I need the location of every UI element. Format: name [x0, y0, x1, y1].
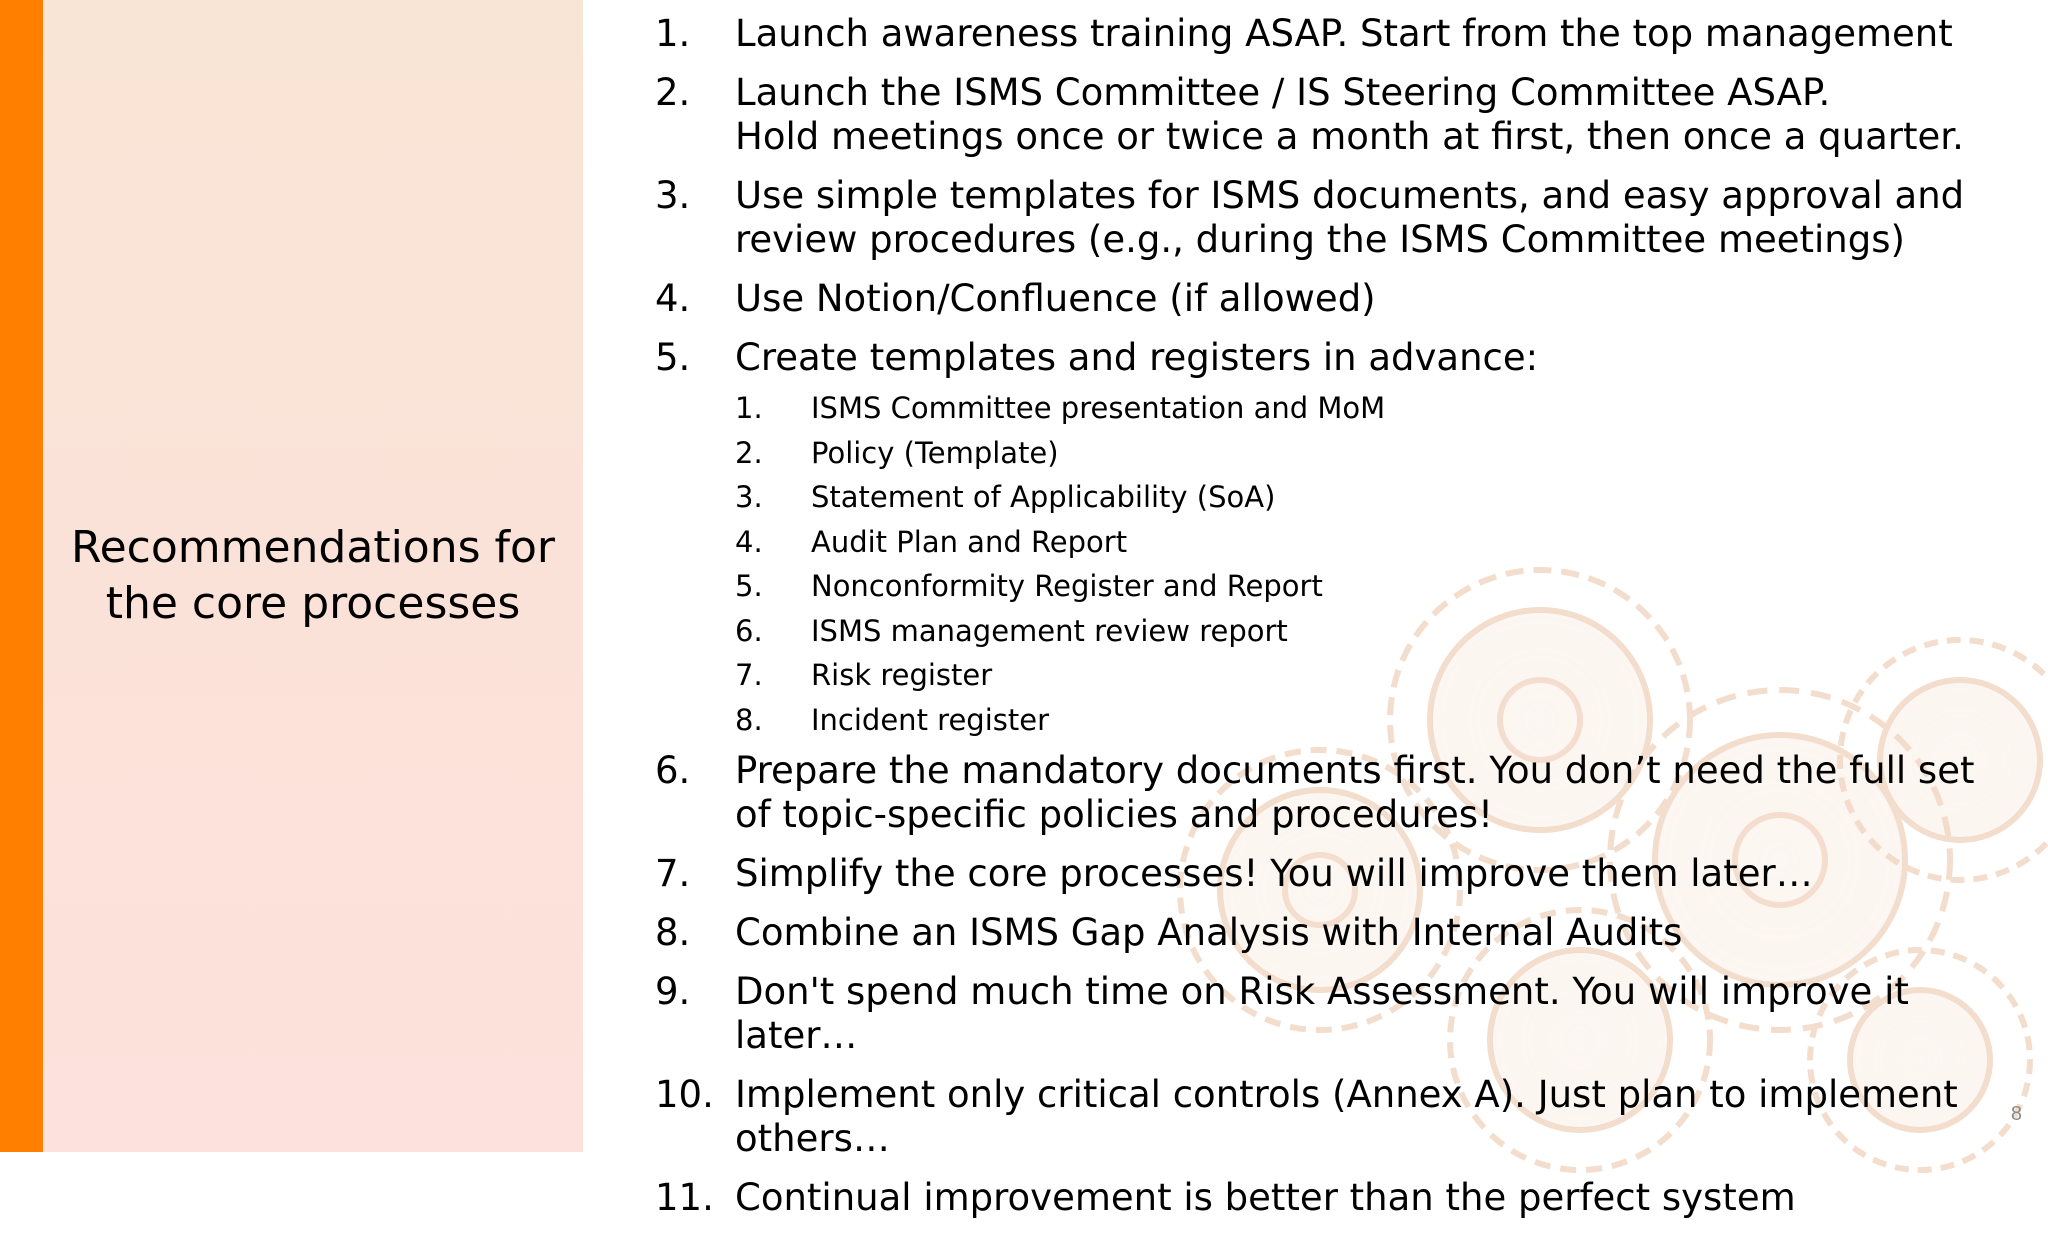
- sublist-item-text: Statement of Applicability (SoA): [811, 480, 1276, 514]
- list-item-number: 2.: [655, 71, 691, 114]
- list-item-number: 1.: [655, 12, 691, 55]
- list-item: [655, 71, 2020, 159]
- sublist-item: [655, 658, 2020, 692]
- sublist-item-text: Nonconformity Register and Report: [811, 569, 1323, 603]
- list-item-text: Simplify the core processes! You will improve them later…: [735, 851, 1813, 895]
- list-item-text: Continual improvement is better than the perfect system: [735, 1175, 1796, 1219]
- sublist-item-text: Policy (Template): [811, 435, 1059, 470]
- sublist-item-text: Audit Plan and Report: [811, 524, 1128, 559]
- list-item-number: 4.: [655, 277, 691, 320]
- list-item: [655, 277, 2020, 321]
- sublist-item-number: 1.: [735, 391, 763, 425]
- sublist-item-text: ISMS Committee presentation and MoM: [811, 391, 1386, 425]
- list-item-number: 6.: [655, 748, 691, 792]
- list-item-number: 10.: [655, 1072, 714, 1116]
- list-item-number: 9.: [655, 969, 691, 1013]
- accent-bar: [0, 0, 43, 1152]
- list-item: [655, 174, 2020, 262]
- templates-sublist: [655, 391, 2020, 737]
- list-item: [655, 749, 2020, 837]
- sublist-item: [655, 569, 2020, 603]
- sublist-item-text: ISMS management review report: [811, 613, 1288, 648]
- slide-title: Recommendations for the core processes: [70, 522, 556, 629]
- list-item-text: Combine an ISMS Gap Analysis with Internal Audits: [735, 910, 1683, 954]
- list-item-text: Create templates and registers in advance:: [735, 336, 1539, 379]
- list-item: [655, 911, 2020, 955]
- list-item-text: Prepare the mandatory documents first. You don’t need the full set of topic-specific policies and procedures!: [735, 748, 1975, 836]
- list-item: [655, 1176, 2020, 1220]
- sublist-item-number: 8.: [735, 702, 763, 737]
- sublist-item: [655, 703, 2020, 737]
- sublist-item-number: 2.: [735, 435, 763, 470]
- list-item-text: Launch awareness training ASAP. Start from the top management: [735, 12, 1953, 55]
- list-item: [655, 12, 2020, 56]
- sublist-item: [655, 480, 2020, 514]
- recommendations-list: [655, 12, 2020, 1235]
- sublist-item-number: 3.: [735, 480, 763, 514]
- list-item-text: Use simple templates for ISMS documents, and easy approval and review procedures (e.g., during the ISMS Committee meetings): [735, 174, 1965, 261]
- sublist-item-number: 6.: [735, 613, 763, 648]
- list-item-text: Use Notion/Confluence (if allowed): [735, 277, 1376, 320]
- sublist-item: [655, 436, 2020, 470]
- list-item: [655, 852, 2020, 896]
- list-item: [655, 970, 2020, 1058]
- list-item-number: 8.: [655, 910, 691, 954]
- sublist-item-number: 5.: [735, 569, 763, 603]
- page-number: 8: [2010, 1103, 2022, 1125]
- sublist-item-number: 4.: [735, 524, 763, 559]
- list-item: [655, 336, 2020, 380]
- sublist-item-number: 7.: [735, 658, 763, 692]
- list-item-text: Implement only critical controls (Annex A). Just plan to implement others…: [735, 1072, 1958, 1160]
- sublist-item: [655, 614, 2020, 648]
- list-item-number: 5.: [655, 336, 691, 379]
- sublist-item-text: Incident register: [811, 702, 1049, 737]
- list-item-text: Don't spend much time on Risk Assessment. You will improve it later…: [735, 969, 1909, 1057]
- sublist-item: [655, 391, 2020, 425]
- side-panel: [43, 0, 583, 1152]
- list-item: [655, 1073, 2020, 1161]
- sublist-item: [655, 525, 2020, 559]
- list-item-number: 7.: [655, 851, 691, 895]
- list-item-number: 3.: [655, 174, 691, 217]
- list-item-number: 11.: [655, 1175, 714, 1219]
- sublist-item-text: Risk register: [811, 658, 993, 692]
- list-item-text: Launch the ISMS Committee / IS Steering Committee ASAP. Hold meetings once or twice a month at first, then once a quarter.: [735, 71, 1964, 158]
